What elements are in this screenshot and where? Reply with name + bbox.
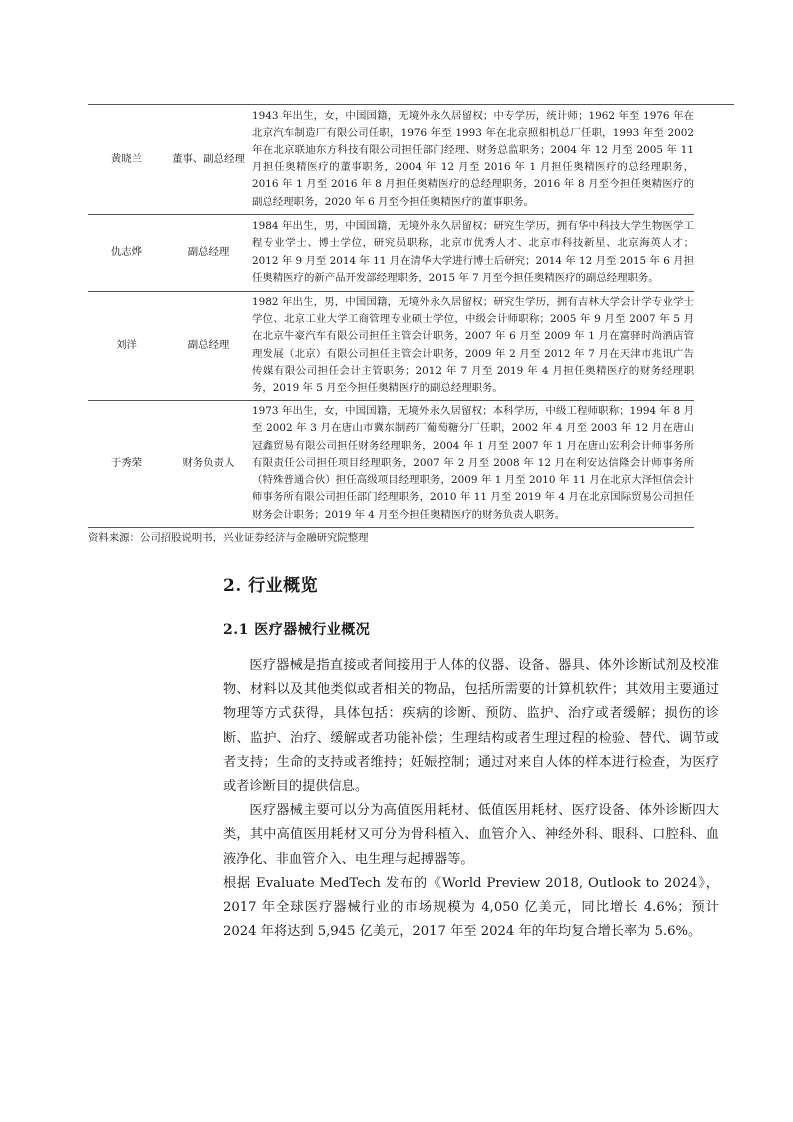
exec-name: 于秀荣 [88, 400, 165, 527]
exec-role: 副总经理 [187, 338, 230, 351]
source-note: 资料来源：公司招股说明书，兴业证券经济与金融研究院整理 [88, 532, 369, 544]
exec-bio: 1982 年出生，男，中国国籍，无境外永久居留权；研究生学历，拥有吉林大学会计学专业学士学位、北京工业大学工商管理专业硕士学位，中级会计师职称；2005 年 9 月至 2007 年 5 月在北京牛豪汽车有限公司担任主管会计职务，2007 年 6 月至 2009 年 1 月在富驿时尚酒店管理发展（北京）有限公司担任主管会计职务，2009 年 2 月至 2012 年 7 月在天津市兆讯广告传媒有限公司担任会计主管职务；2012 年 7 月至 2019 年 4 月担任奥精医疗的财务经理职务，2019 年 5 月至今担任奥精医疗的副总经理职务。 [252, 291, 694, 400]
table-row [88, 291, 694, 400]
table-row [88, 400, 694, 527]
paragraph: 根据 Evaluate MedTech 发布的《World Preview 2018, Outlook to 2024》，2017 年全球医疗器械行业的市场规模为 4,050 亿美元，同比增长 4.6%；预计 2024 年将达到 5,945 亿美元，2017 年至 2024 年的年均复合增长率为 5.6%。 [223, 875, 719, 940]
exec-bio: 1973 年出生，女，中国国籍，无境外永久居留权；本科学历，中级工程师职称；1994 年 8 月至 2002 年 3 月在唐山市冀东制药厂葡萄糖分厂任职，2002 年 4 月至 2003 年 12 月在唐山冠鑫贸易有限公司担任财务经理职务，2004 年 1 月至 2007 年 1 月在唐山宏利会计师事务所有限责任公司担任项目经理职务，2007 年 2 月至 2008 年 12 月在利安达信隆会计师事务所（特殊普通合伙）担任高级项目经理职务，2009 年 1 月至 2010 年 11 月在北京大泽恒信会计师事务所有限公司担任部门经理职务，2010 年 11 月至 2019 年 4 月在北京国际贸易公司担任财务会计职务；2019 年 4 月至今担任奥精医疗的财务负责人职务。 [252, 400, 694, 527]
paragraph: 医疗器械主要可以分为高值医用耗材、低值医用耗材、医疗设备、体外诊断四大类，其中高值医用耗材又可分为骨科植入、血管介入、神经外科、眼科、口腔科、血液净化、非血管介入、电生理与起搏器等。 [223, 803, 719, 867]
executive-table [88, 105, 694, 528]
exec-role: 副总经理 [187, 245, 230, 258]
table-row [88, 105, 694, 214]
exec-name: 黄晓兰 [88, 105, 165, 214]
exec-role: 董事、副总经理 [172, 152, 245, 165]
table-row [88, 214, 694, 291]
body-text [223, 654, 719, 944]
exec-name: 刘洋 [88, 291, 165, 400]
section-title: 2. 行业概览 [223, 576, 319, 596]
exec-bio: 1943 年出生，女，中国国籍，无境外永久居留权；中专学历，统计师；1962 年至 1976 年在北京汽车制造厂有限公司任职，1976 年至 1993 年在北京照相机总厂任职，1993 年至 2002 年在北京联迪东方科技有限公司担任部门经理、财务总监职务；2004 年 12 月至 2005 年 11 月担任奥精医疗的董事职务，2004 年 12 月至 2016 年 1 月担任奥精医疗的总经理职务，2016 年 1 月至 2016 年 8 月担任奥精医疗的总经理职务，2016 年 8 月至今担任奥精医疗的副总经理职务，2020 年 6 月至今担任奥精医疗的董事职务。 [252, 105, 694, 214]
paragraph: 医疗器械是指直接或者间接用于人体的仪器、设备、器具、体外诊断试剂及校准物、材料以及其他类似或者相关的物品，包括所需要的计算机软件；其效用主要通过物理等方式获得，具体包括：疾病的诊断、预防、监护、治疗或者缓解；损伤的诊断、监护、治疗、缓解或者功能补偿；生理结构或者生理过程的检验、替代、调节或者支持；生命的支持或者维持；妊娠控制；通过对来自人体的样本进行检查，为医疗或者诊断目的提供信息。 [223, 658, 719, 795]
subsection-title: 2.1 医疗器械行业概况 [223, 622, 371, 638]
exec-role: 财务负责人 [182, 456, 235, 469]
exec-name: 仇志烨 [88, 214, 165, 291]
exec-bio: 1984 年出生，男，中国国籍，无境外永久居留权；研究生学历，拥有华中科技大学生物医学工程专业学士、博士学位，研究员职称，北京市优秀人才、北京市科技新星、北京海英人才；2012 年 9 月至 2014 年 11 月在清华大学进行博士后研究；2014 年 12 月至 2015 年 6 月担任奥精医疗的新产品开发部经理职务，2015 年 7 月至今担任奥精医疗的副总经理职务。 [252, 214, 694, 291]
